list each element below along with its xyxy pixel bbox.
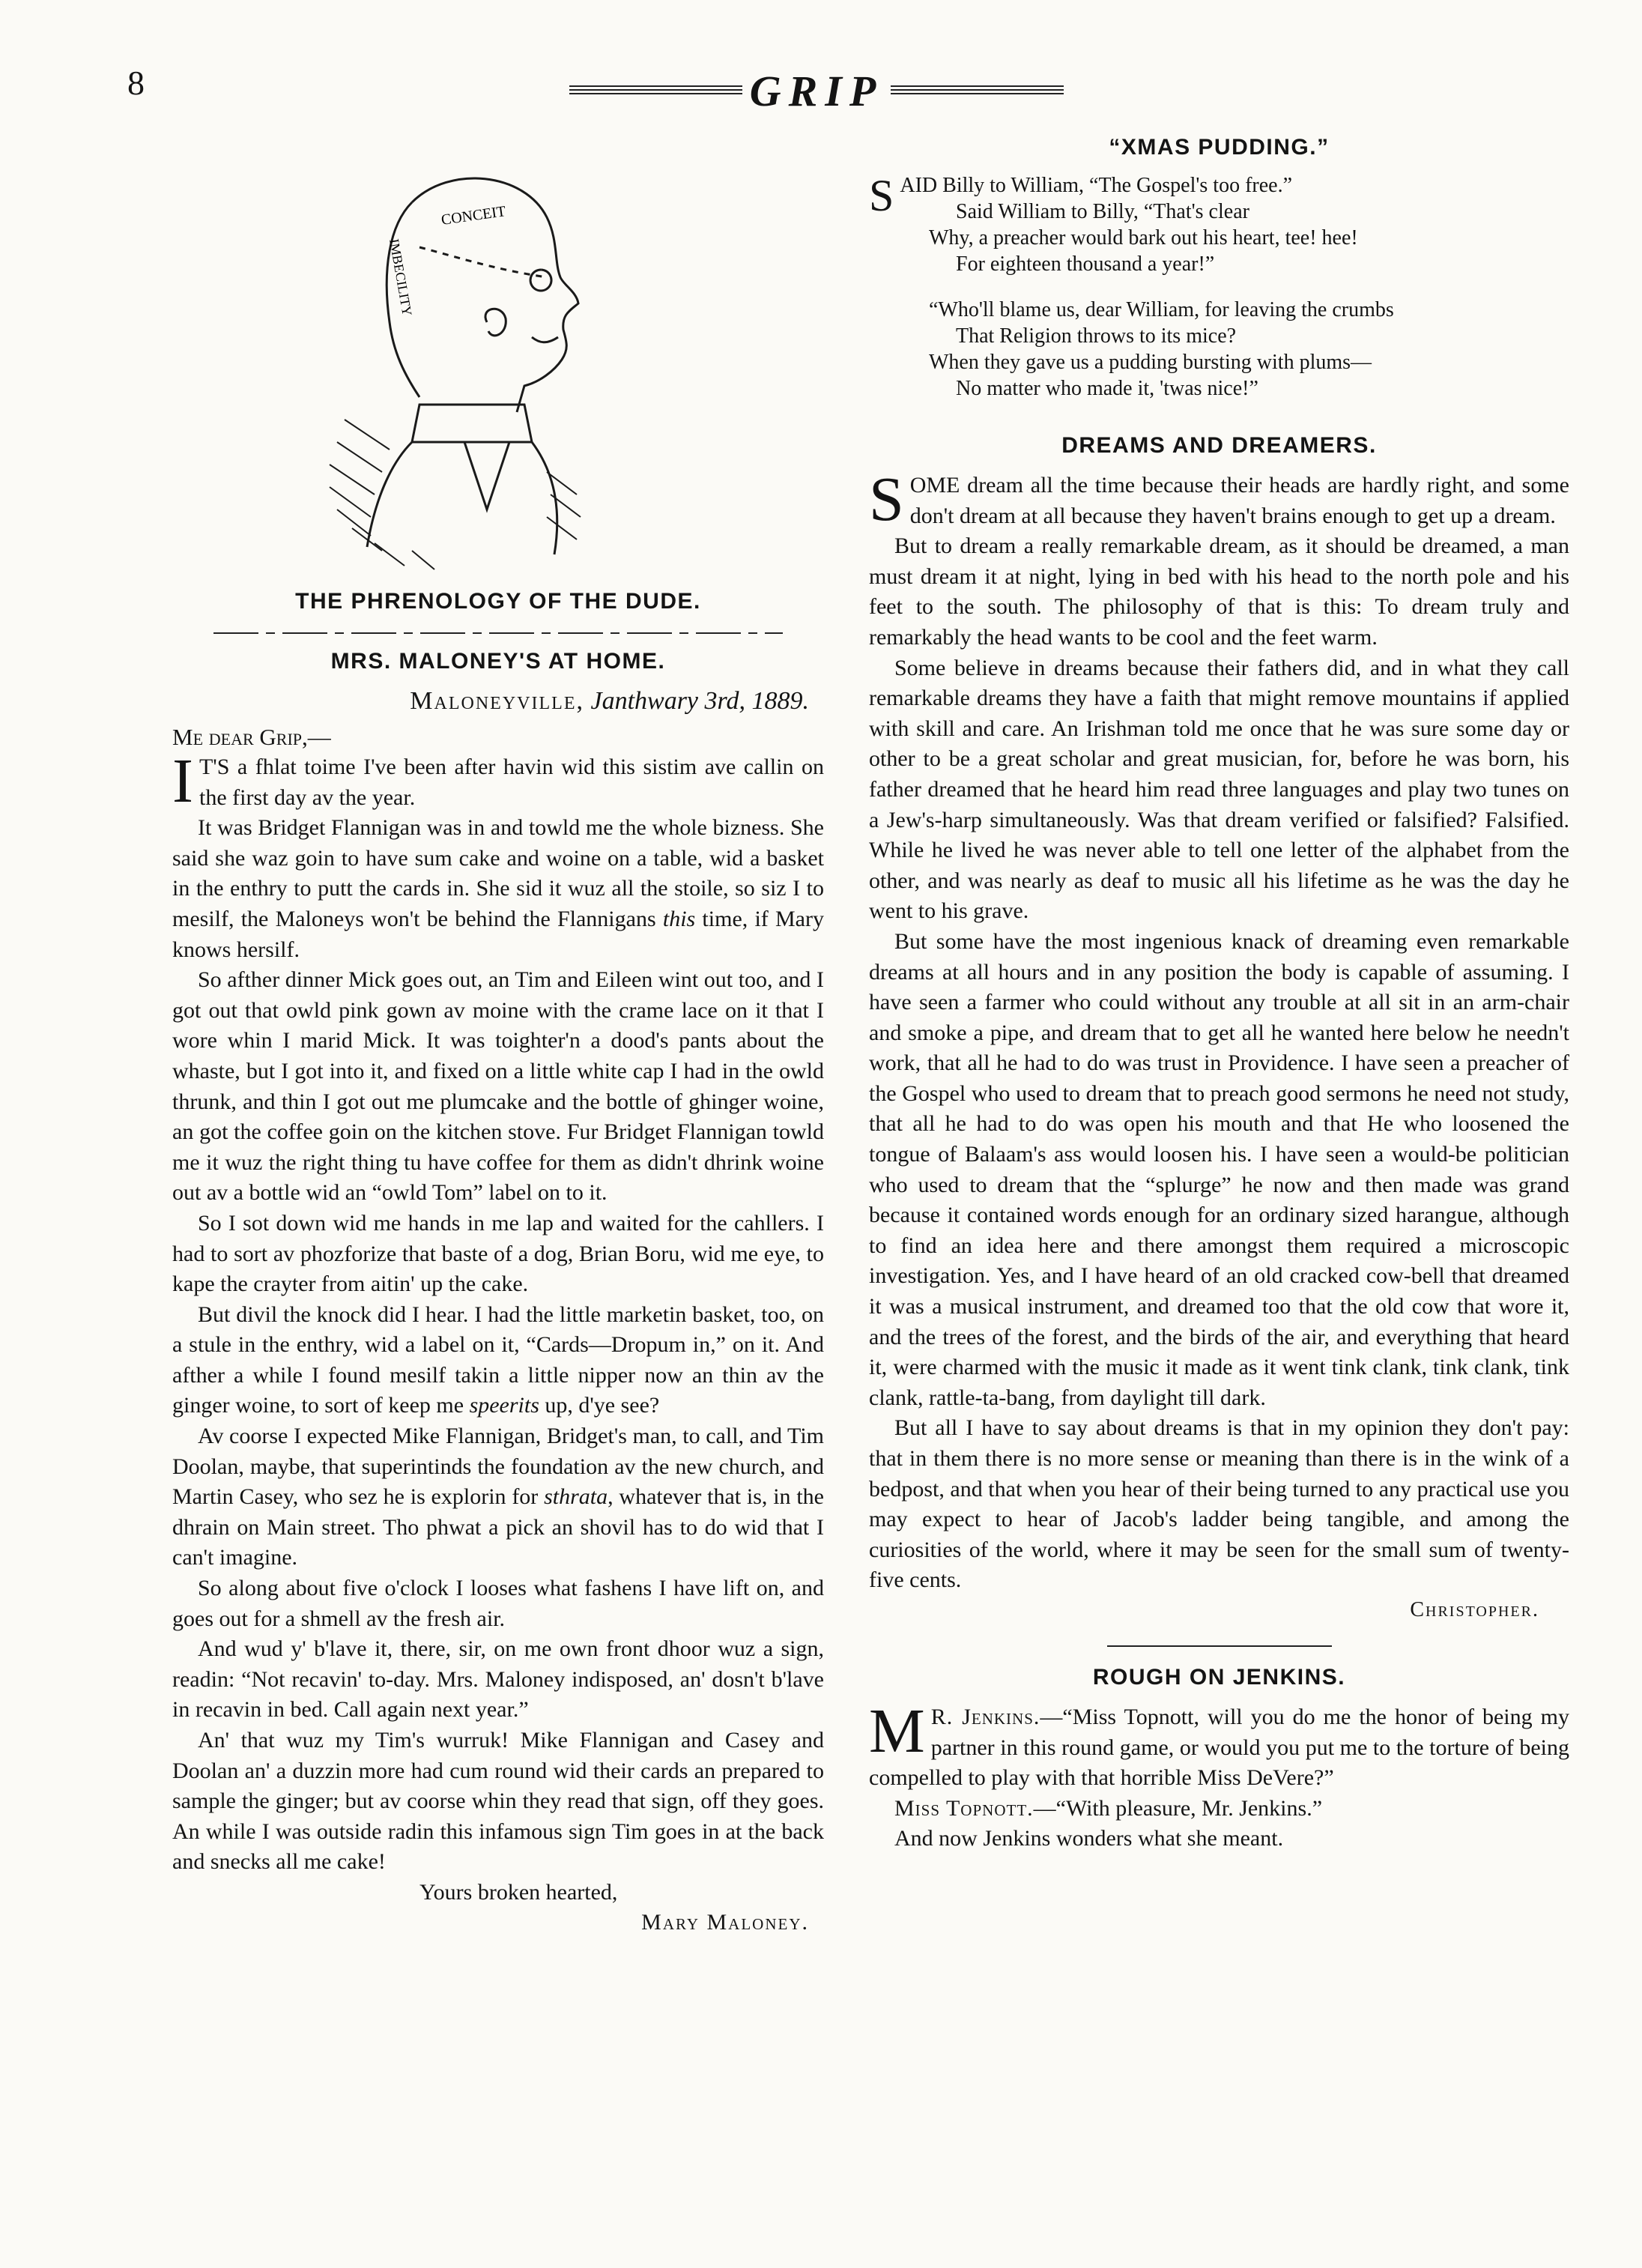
- moustache: [532, 337, 558, 342]
- illustration-caption: THE PHRENOLOGY OF THE DUDE.: [295, 589, 701, 614]
- maloney-paragraph: So afther dinner Mick goes out, an Tim and Eileen wint out too, and I got out that owld pink gown av moine with the crame lace on it that I wore whin I marid Mick. It was toighter'n a dood's pants about the whaste, but I got into it, and fixed on a little white cap I had in the owld thrunk, and thin I got out me plumcake and the bottle of ghinger woine, an got the coffee goin on the kitchen stove. Fur Bridget Flannigan towld me it wuz the right thing tu have coffee for them as didn't dhrink woine out av a bottle wid an “owld Tom” label on to it.: [172, 967, 824, 1206]
- maloney-p1-text: T'S a fhlat toime I've been after havin wid this sistim ave callin on the first day av the year.: [199, 755, 824, 810]
- dreams-paragraph: Some believe in dreams because their fathers did, and in what they call remarkable dreams they have a faith that might remove mountains if applied with skill and care. An Irishman told me once that he was sure some day or other to be a great scholar and great musician, for, before he was born, his father dreamed that he heard him read three languages and play two tunes on a Jew's-harp simultaneously. Was that dream verified or falsified? Falsified. While he lived he was never able to tell one letter of the alphabet from the other, and was nearly as deaf to music all his lifetime as he was the day he went to his grave.: [869, 655, 1569, 924]
- page-number: 8: [127, 64, 145, 102]
- dreams-dropcap: S: [869, 465, 904, 534]
- poem-title: “XMAS PUDDING.”: [1109, 135, 1330, 160]
- section-divider: [213, 632, 783, 634]
- maloney-dateline: [172, 686, 809, 716]
- masthead-rule-right: [891, 85, 1064, 96]
- jenkins-paragraph: [869, 1794, 1569, 1824]
- dateline-place: Maloneyville,: [410, 687, 584, 715]
- label-conceit: CONCEIT: [440, 203, 507, 229]
- maloney-p2-emphasis: this: [662, 906, 696, 931]
- maloney-dropcap: I: [172, 746, 193, 816]
- jenkins-paragraph: [869, 1696, 1569, 1794]
- poem-line: When they gave us a pudding bursting with plums—: [929, 351, 1372, 374]
- poem-line: No matter who made it, 'twas nice!”: [956, 377, 1258, 400]
- maloney-p6-text: Av coorse I expected Mike Flannigan, Bridget's man, to call, and Tim Doolan, maybe, that superintinds the foundation av the new church, and Martin Casey, who sez he is explorin for: [172, 1424, 824, 1510]
- jenkins-paragraph: And now Jenkins wonders what she meant.: [894, 1826, 1284, 1851]
- stanza-gap: [869, 277, 1569, 297]
- maloney-p6-text-end: , whatever that is, in the dhrain on Main street. Tho phwat a pick an shovil has to do wid that I can't imagine.: [172, 1484, 824, 1570]
- left-column: [172, 127, 824, 1938]
- maloney-p6-emphasis: sthrata: [544, 1484, 608, 1510]
- maloney-p5-emphasis: speerits: [469, 1393, 539, 1418]
- maloney-paragraph: [172, 1421, 824, 1573]
- jenkins-line-1: —“Miss Topnott, will you do me the honor of being my partner in this round game, or would you put me to the torture of being compelled to play with that horrible Miss DeVere?”: [869, 1704, 1569, 1791]
- poem-line: For eighteen thousand a year!”: [956, 252, 1215, 276]
- eyeglass: [530, 270, 551, 291]
- poem-line: Why, a preacher would bark out his heart, tee! hee!: [929, 226, 1358, 250]
- maloney-p2-text: It was Bridget Flannigan was in and towld me the whole bizness. She said she waz goin to have sum cake and woine on a table, wid a basket in the enthry to putt the cards in. She sid it wuz all the stoile, so siz I to mesilf, the Maloneys won't be behind the Flannigans: [172, 815, 824, 931]
- dreams-paragraph: But to dream a really remarkable dream, as it should be dreamed, a man must dream it at night, lying in bed with his head to the north pole and his feet to the south. The philosophy of that is this: To dream truly and remarkably the head wants to be cool and the feet warm.: [869, 533, 1569, 650]
- jenkins-line-2: —“With pleasure, Mr. Jenkins.”: [1033, 1795, 1323, 1821]
- dreams-author: Christopher.: [1410, 1597, 1539, 1621]
- label-imbecility: IMBECILITY: [387, 238, 415, 318]
- maloney-p5-text: But divil the knock did I hear. I had the little marketin basket, too, on a stule in the enthry, wid a label on it, “Cards—Dropum in,” on it. And afther a while I found mesilf takin a little nipper now an thin av the ginger woine, to sort of keep me: [172, 1301, 824, 1418]
- poem-line: Said William to Billy, “That's clear: [956, 200, 1249, 223]
- poem-line: “Who'll blame us, dear William, for leaving the crumbs: [929, 298, 1394, 321]
- dreams-paragraph: But some have the most ingenious knack of dreaming even remarkable dreams at all hours and in any position the body is capable of assuming. I have seen a farmer who could without any trouble at all sit in an arm-chair and smoke a pipe, and dream that to get all he wanted here below he needn't work, that all he had to do was trust in Providence. I have seen a preacher of the Gospel who used to dream that to preach good sermons he need not study, that all he had to do was open his mouth and that He who loosened the tongue of Balaam's ass would loosen his. I have seen a would-be politician who used to dream that the “splurge” he now and then made was grand because it contained words enough for an ordinary sized harangue, although to find an idea here and there amongst them required a microscopic investigation. Yes, and I have heard of an old cracked cow-bell that dreamed it was a musical instrument, and dreamed too that the old cow that wore it, and the trees of the forest, and the birds of the air, and everything that heard it, were charmed with the music it made as it went tink clank, tink clank, tink clank, rattle-ta-bang, from daylight till dark.: [869, 928, 1569, 1410]
- maloney-p2-text-end: time, if Mary knows hersilf.: [172, 906, 824, 962]
- masthead-title: GRIP: [749, 66, 884, 115]
- masthead-rule-left: [569, 85, 742, 96]
- maloney-title: MRS. MALONEY'S AT HOME.: [330, 649, 666, 674]
- maloney-salutation: Me dear Grip,—: [172, 724, 331, 750]
- poem-line: That Religion throws to its mice?: [956, 324, 1237, 348]
- phrenology-zone-line: [419, 247, 547, 277]
- jenkins-dropcap: M: [869, 1696, 925, 1766]
- maloney-signature: Mary Maloney.: [641, 1909, 809, 1935]
- maloney-paragraph: [172, 1300, 824, 1421]
- dreams-title: DREAMS AND DREAMERS.: [1061, 433, 1377, 458]
- maloney-paragraph: So along about five o'clock I looses what fashens I have lift on, and goes out for a shmell av the fresh air.: [172, 1576, 824, 1631]
- ear: [485, 309, 506, 336]
- maloney-closing: Yours broken hearted,: [419, 1879, 618, 1905]
- poem-dropcap: S: [869, 171, 894, 220]
- dateline-date: Janthwary 3rd, 1889.: [590, 687, 809, 715]
- dreams-paragraph: [869, 465, 1569, 534]
- maloney-paragraph: [172, 813, 824, 965]
- poem-stanza-1: [869, 172, 1569, 277]
- jenkins-speaker-2: Miss Topnott.: [894, 1795, 1034, 1821]
- poem-line-1-text: AID Billy to William, “The Gospel's too free.”: [900, 174, 1292, 197]
- section-divider: [1107, 1645, 1332, 1647]
- maloney-paragraph: [172, 746, 824, 816]
- maloney-paragraph: An' that wuz my Tim's wurruk! Mike Flannigan and Casey and Doolan an' a duzzin more had cum round wid their cards an prepared to sample the ginger; but av coorse whin they read that sign, off they goes. An while I was outside radin this infamous sign Tim goes in at the back and snecks all me cake!: [172, 1728, 824, 1875]
- maloney-paragraph: So I sot down wid me hands in me lap and waited for the cahllers. I had to sort av phozforize that baste of a dog, Brian Boru, wid me eye, to kape the crayter from aitin' up the cake.: [172, 1210, 824, 1297]
- dreams-p1-text: OME dream all the time because their heads are hardly right, and some don't dream at all because they haven't brains enough to get up a dream.: [909, 473, 1569, 528]
- jenkins-speaker-1: R. Jenkins.: [930, 1704, 1040, 1729]
- coat-lapel: [464, 442, 509, 509]
- right-column: [869, 127, 1569, 1854]
- masthead: [569, 64, 1064, 117]
- maloney-paragraph: And wud y' b'lave it, there, sir, on me own front dhoor wuz a sign, readin: “Not recavin' to-day. Mrs. Maloney indisposed, an' dosn't b'lave in recavin in bed. Call again next year.”: [172, 1636, 824, 1723]
- poem-stanza-2: [869, 297, 1569, 402]
- maloney-p5-text-end: up, d'ye see?: [539, 1393, 660, 1418]
- dude-head-illustration: [300, 157, 622, 577]
- dreams-paragraph: But all I have to say about dreams is that in my opinion they don't pay: that in them there is no more sense or meaning than there is in the wink of a bedpost, and that when you hear of their being turned to any practical use you may expect to hear of Jacob's ladder being tangible, and among the curiosities of the world, where it may be seen for the small sum of twenty-five cents.: [869, 1415, 1569, 1593]
- collar: [412, 405, 532, 442]
- jenkins-title: ROUGH ON JENKINS.: [1092, 1664, 1346, 1690]
- coat-right: [532, 442, 557, 554]
